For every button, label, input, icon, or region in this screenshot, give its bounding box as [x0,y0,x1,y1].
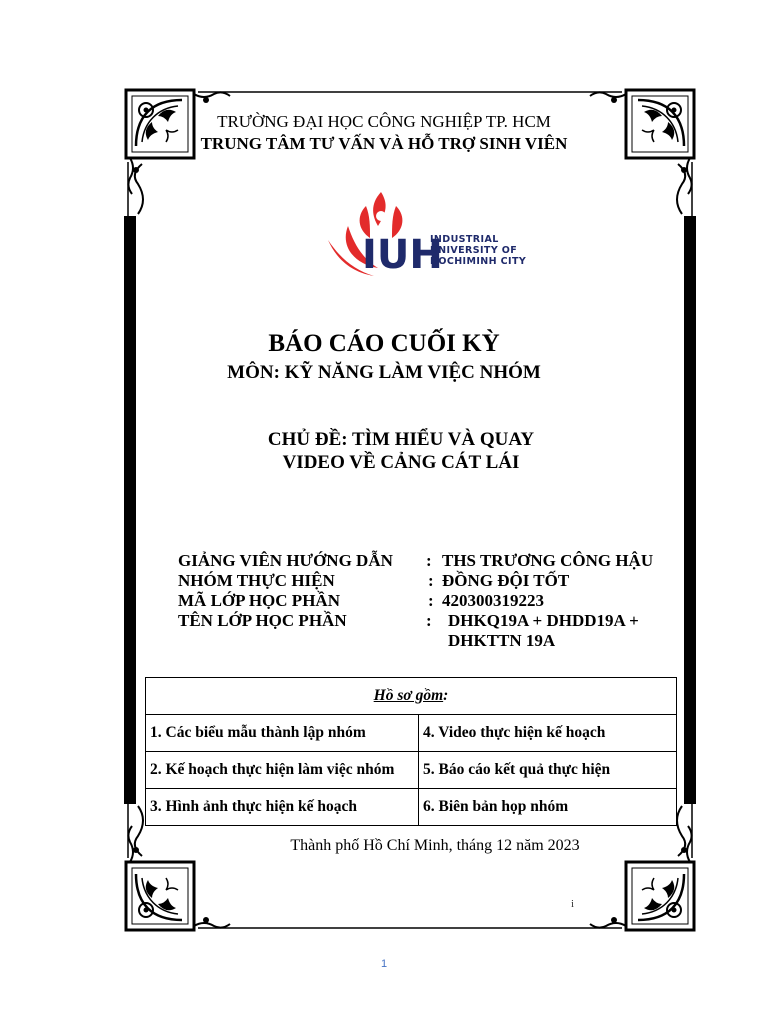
footer-mark: i [571,898,575,910]
info-label: TÊN LỚP HỌC PHẦN [178,611,347,630]
info-colon: : [428,571,434,590]
center-name: TRUNG TÂM TƯ VẤN VÀ HỖ TRỢ SINH VIÊN [200,134,568,153]
info-label: MÃ LỚP HỌC PHẦN [178,591,340,610]
table-cell: 4. Video thực hiện kế hoạch [419,715,677,752]
subject-title: MÔN: KỸ NĂNG LÀM VIỆC NHÓM [227,362,541,383]
city-date: Thành phố Hồ Chí Minh, tháng 12 năm 2023 [290,837,580,854]
logo-line-3: HOCHIMINH CITY [430,256,527,267]
topic-title [0,428,768,474]
page-number: 1 [380,958,388,970]
dossier-heading [146,678,677,715]
table-cell: 2. Kế hoạch thực hiện làm việc nhóm [146,752,419,789]
university-name: TRƯỜNG ĐẠI HỌC CÔNG NGHIỆP TP. HCM [217,112,551,131]
info-value: ĐỒNG ĐỘI TỐT [442,571,570,590]
table-row [146,752,677,789]
logo-line-2: UNIVERSITY OF [430,245,518,256]
table-row [146,789,677,826]
university-logo [326,186,536,280]
info-label: NHÓM THỰC HIỆN [178,571,335,590]
info-colon: : [426,611,432,630]
dossier-table [145,677,677,826]
logo-letters: IUH [362,232,443,278]
lotus-flame-icon [326,186,443,280]
logo-text [430,234,526,267]
table-header-row [146,678,677,715]
info-value-continued: DHKTTN 19A [448,631,556,650]
dossier-heading-text: Hồ sơ gồm [373,687,444,704]
info-colon: : [428,591,434,610]
info-label: GIẢNG VIÊN HƯỚNG DẪN [178,551,393,570]
table-row [146,715,677,752]
topic-line-2: VIDEO VỀ CẢNG CÁT LÁI [282,452,520,473]
info-value: 420300319223 [442,591,544,610]
table-cell: 1. Các biểu mẫu thành lập nhóm [146,715,419,752]
logo-line-1: INDUSTRIAL [430,234,499,245]
info-value: THS TRƯƠNG CÔNG HẬU [442,551,654,570]
info-colon: : [426,551,432,570]
topic-line-1: CHỦ ĐỀ: TÌM HIỂU VÀ QUAY [267,429,535,450]
dossier-heading-colon: : [443,687,449,704]
table-cell: 3. Hình ảnh thực hiện kế hoạch [146,789,419,826]
report-title: BÁO CÁO CUỐI KỲ [268,330,500,357]
table-cell: 5. Báo cáo kết quả thực hiện [419,752,677,789]
info-value: DHKQ19A + DHDD19A + [448,611,639,630]
table-cell: 6. Biên bản họp nhóm [419,789,677,826]
